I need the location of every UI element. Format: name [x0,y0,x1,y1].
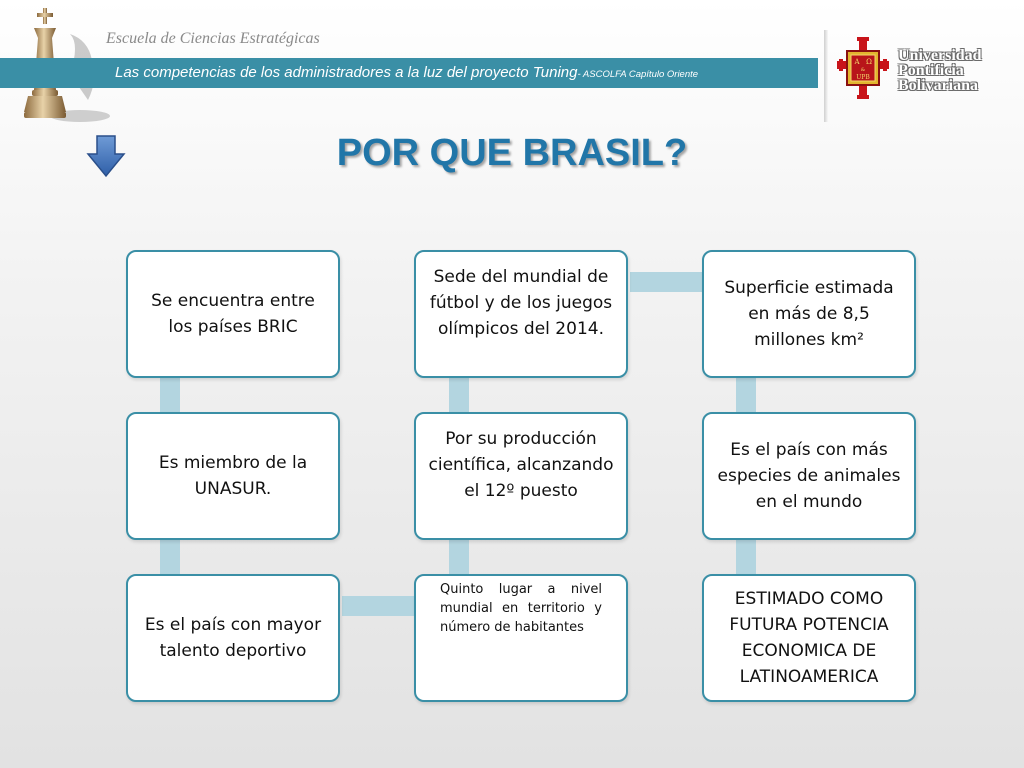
header-divider [824,30,828,122]
connector [342,596,416,616]
diagram-box-superficie: Superficie estimada en más de 8,5 millones km² [702,250,916,378]
svg-text:&: & [860,67,866,73]
banner-main-text: Las competencias de los administradores a la luz del proyecto Tuning [115,64,578,81]
connector [630,272,704,292]
university-crest-icon [837,37,889,99]
banner-text [115,64,698,81]
university-line-2: Pontificia [898,62,964,79]
connector [449,378,469,414]
diagram-box-sede-mundial: Sede del mundial de fútbol y de los juegos olímpicos del 2014. [414,250,628,378]
university-line-1: Universidad [898,47,982,64]
diagram-box-potencia: ESTIMADO COMO FUTURA POTENCIA ECONOMICA DE LATINOAMERICA [702,574,916,702]
svg-text:A: A [854,58,860,66]
university-name [898,48,982,93]
connector [449,540,469,576]
svg-text:UPB: UPB [856,74,870,81]
diagram-box-bric: Se encuentra entre los países BRIC [126,250,340,378]
school-name: Escuela de Ciencias Estratégicas [106,30,320,47]
page-title: POR QUE BRASIL? [336,132,688,174]
svg-text:Ω: Ω [866,58,872,66]
diagram-box-talento: Es el país con mayor talento deportivo [126,574,340,702]
connector [736,378,756,414]
university-line-3: Bolivariana [898,77,979,94]
diagram-box-unasur: Es miembro de la UNASUR. [126,412,340,540]
diagram-box-especies: Es el país con más especies de animales en el mundo [702,412,916,540]
diagram-box-territorio: Quinto lugar a nivel mundial en territorio y número de habitantes [414,574,628,702]
connector [736,540,756,576]
diagram-box-produccion: Por su producción científica, alcanzando el 12º puesto [414,412,628,540]
connector [160,540,180,576]
connector [160,378,180,414]
banner-sub-text: - ASCOLFA Capítulo Oriente [577,69,699,80]
